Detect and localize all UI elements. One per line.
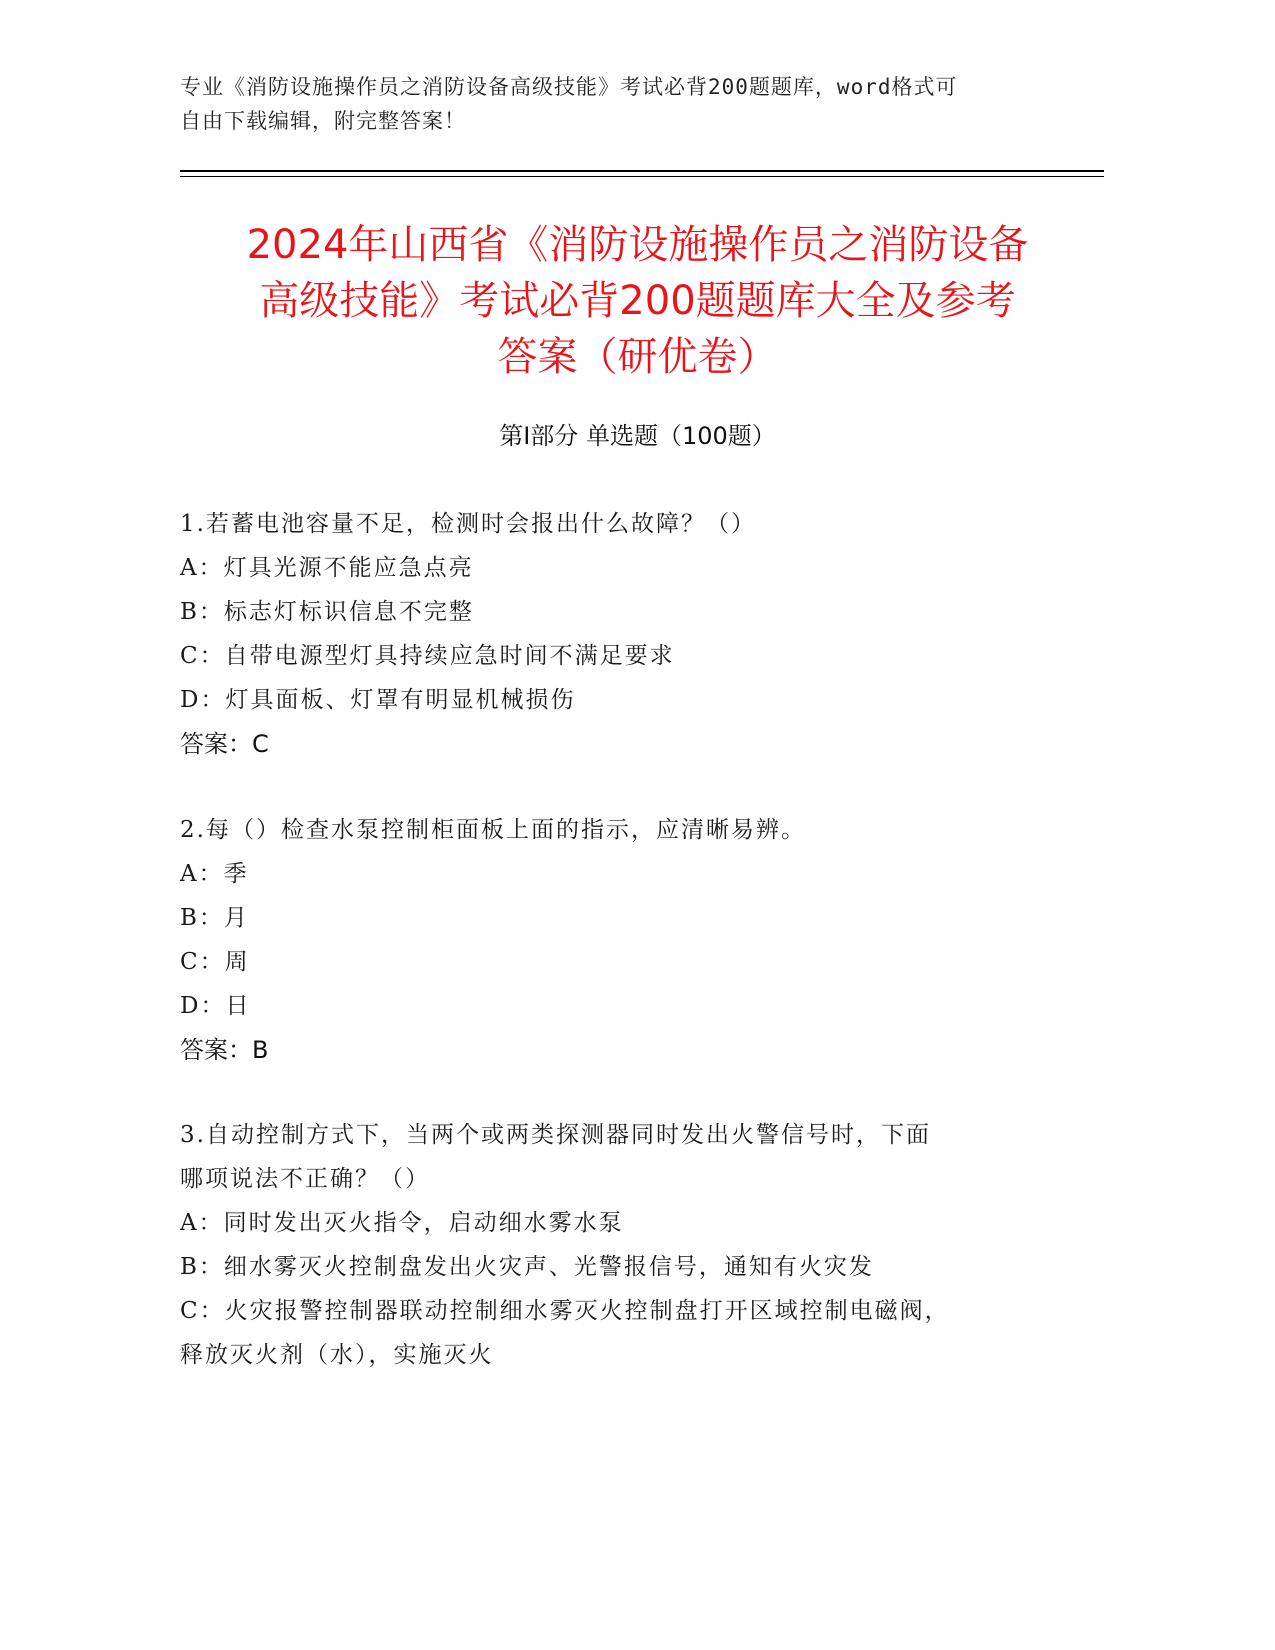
header-note-line: 自由下载编辑，附完整答案！ [180, 109, 466, 133]
option-d: D：灯具面板、灯罩有明显机械损伤 [180, 687, 576, 713]
option-b: B：细水雾灭火控制盘发出火灾声、光警报信号，通知有火灾发 [180, 1254, 874, 1280]
option-c: C：周 [180, 949, 250, 975]
title-line: 2024年山西省《消防设施操作员之消防设备 [246, 222, 1029, 268]
question-2 [180, 808, 1080, 1072]
answer: 答案：C [180, 730, 269, 758]
question-stem-continued: 哪项说法不正确？（） [180, 1166, 430, 1192]
option-b: B：标志灯标识信息不完整 [180, 599, 474, 625]
section-heading: 第Ⅰ部分 单选题（100题） [499, 422, 776, 450]
document-title [150, 217, 1125, 385]
option-a: A：同时发出灭火指令，启动细水雾水泵 [180, 1210, 624, 1236]
question-stem: 3.自动控制方式下，当两个或两类探测器同时发出火警信号时，下面 [180, 1122, 931, 1148]
option-a: A：季 [180, 861, 249, 887]
header-divider-thin [180, 176, 1104, 177]
option-d: D：日 [180, 993, 251, 1019]
option-a: A：灯具光源不能应急点亮 [180, 555, 474, 581]
option-c: C：火灾报警控制器联动控制细水雾灭火控制盘打开区域控制电磁阀， [180, 1298, 950, 1324]
header-note-line: 专业《消防设施操作员之消防设备高级技能》考试必背200题题库，word格式可 [180, 75, 958, 99]
header-note [180, 70, 1060, 138]
question-3 [180, 1113, 1080, 1377]
option-b: B：月 [180, 905, 249, 931]
option-c: C：自带电源型灯具持续应急时间不满足要求 [180, 643, 675, 669]
option-c-continued: 释放灭火剂（水），实施灭火 [180, 1342, 494, 1368]
answer: 答案：B [180, 1036, 269, 1064]
question-stem: 1.若蓄电池容量不足，检测时会报出什么故障？（） [180, 511, 756, 537]
title-line: 高级技能》考试必背200题题库大全及参考 [259, 278, 1016, 324]
question-stem: 2.每（）检查水泵控制柜面板上面的指示，应清晰易辨。 [180, 817, 806, 843]
header-divider [180, 170, 1104, 172]
question-1 [180, 502, 1080, 766]
title-line: 答案（研优卷） [497, 334, 778, 380]
